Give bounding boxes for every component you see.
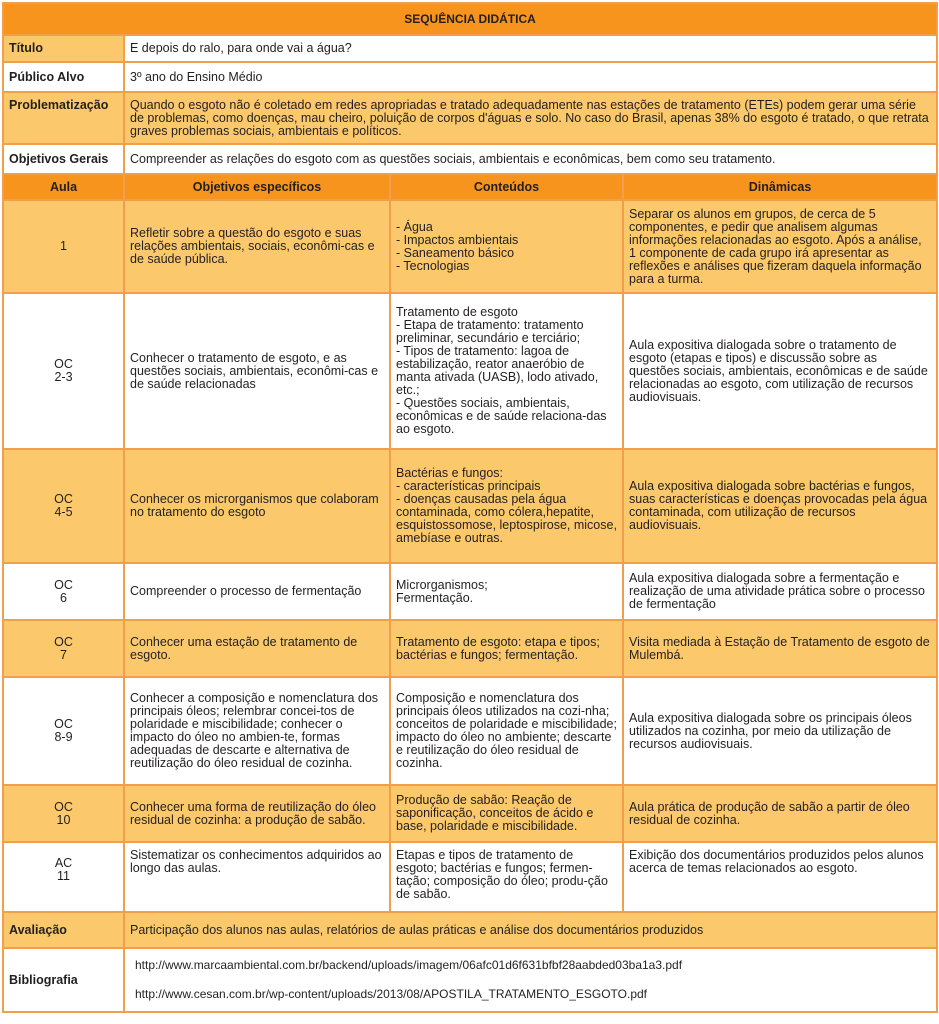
value-objetivos-gerais: Compreender as relações do esgoto com as questões sociais, ambientais e econômicas, bem como seu tratamento.: [124, 144, 937, 174]
value-titulo: E depois do ralo, para onde vai a água?: [124, 35, 937, 62]
table-row: [3, 677, 937, 785]
dinamicas-cell: Separar os alunos em grupos, de cerca de 5 componentes, e pedir que analisem algumas informações relacionadas ao esgoto. Após a análise, 1 componente de cada grupo irá apresentar as reflexões e análises que fizeram daquela informação para a turma.: [623, 200, 937, 293]
info-row-titulo: [3, 35, 937, 62]
aula-cell: OC 4-5: [3, 449, 124, 563]
table-row: [3, 620, 937, 677]
value-publico-alvo: 3º ano do Ensino Médio: [124, 62, 937, 92]
dinamicas-cell: Exibição dos documentários produzidos pelos alunos acerca de temas relacionados ao esgoto.: [623, 842, 937, 912]
col-conteudos: Conteúdos: [390, 174, 623, 200]
table-header: SEQUÊNCIA DIDÁTICA: [3, 3, 937, 35]
dinamicas-cell: Aula prática de produção de sabão a partir de óleo residual de cozinha.: [623, 785, 937, 842]
bibliografia-link[interactable]: http://www.marcaambiental.com.br/backend/uploads/imagem/06afc01d6f631bfbf28aabded03ba1a3.pdf: [135, 958, 683, 972]
dinamicas-cell: Aula expositiva dialogada sobre a fermentação e realização de uma atividade prática sobre o processo de fermentação: [623, 563, 937, 620]
conteudos-cell: Microrganismos; Fermentação.: [390, 563, 623, 620]
info-row-objetivos: [3, 144, 937, 174]
objetivos-cell: Refletir sobre a questão do esgoto e suas relações ambientais, sociais, econômi-cas e de saúde pública.: [124, 200, 390, 293]
conteudos-cell: Tratamento de esgoto: etapa e tipos; bactérias e fungos; fermentação.: [390, 620, 623, 677]
table-row: [3, 293, 937, 449]
objetivos-cell: Conhecer uma estação de tratamento de esgoto.: [124, 620, 390, 677]
info-row-problematizacao: [3, 92, 937, 144]
conteudos-cell: Composição e nomenclatura dos principais óleos utilizados na cozi-nha; conceitos de polaridade e miscibilidade; impacto do óleo no ambiente; descarte e reutilização do óleo residual de cozinha.: [390, 677, 623, 785]
conteudos-cell: Produção de sabão: Reação de saponificação, conceitos de ácido e base, polaridade e miscibilidade.: [390, 785, 623, 842]
value-problematizacao: Quando o esgoto não é coletado em redes apropriadas e tratado adequadamente nas estações de tratamento (ETEs) podem gerar uma série de problemas, como doenças, mau cheiro, poluição de corpos d'águas e solo. No caso do Brasil, apenas 38% do esgoto é tratado, o que retrata graves problemas sociais, ambientais e políticos.: [124, 92, 937, 144]
aula-cell: OC 7: [3, 620, 124, 677]
col-dinamicas: Dinâmicas: [623, 174, 937, 200]
label-publico-alvo: Público Alvo: [3, 62, 124, 92]
objetivos-cell: Conhecer o tratamento de esgoto, e as questões sociais, ambientais, econômi-cas e de saúde relacionadas: [124, 293, 390, 449]
label-problematizacao: Problematização: [3, 92, 124, 144]
dinamicas-cell: Visita mediada à Estação de Tratamento de esgoto de Mulembá.: [623, 620, 937, 677]
objetivos-cell: Conhecer a composição e nomenclatura dos principais óleos; relembrar concei-tos de polaridade e miscibilidade; conhecer o impacto do óleo no ambien-te, formas adequadas de descarte e alternativa de reutilização do óleo residual de cozinha.: [124, 677, 390, 785]
table-row: [3, 449, 937, 563]
conteudos-cell: - Água - Impactos ambientais - Saneamento básico - Tecnologias: [390, 200, 623, 293]
sequencia-didatica: [2, 2, 936, 1013]
objetivos-cell: Conhecer uma forma de reutilização do óleo residual de cozinha: a produção de sabão.: [124, 785, 390, 842]
aula-cell: 1: [3, 200, 124, 293]
bibliografia-row: [3, 948, 937, 1012]
dinamicas-cell: Aula expositiva dialogada sobre bactérias e fungos, suas características e doenças provocadas pela água contaminada, com utilização de recursos audiovisuais.: [623, 449, 937, 563]
table-row: [3, 785, 937, 842]
objetivos-cell: Sistematizar os conhecimentos adquiridos ao longo das aulas.: [124, 842, 390, 912]
objetivos-cell: Compreender o processo de fermentação: [124, 563, 390, 620]
bibliografia-links: [124, 948, 937, 1012]
bibliografia-link[interactable]: http://www.cesan.com.br/wp-content/uploads/2013/08/APOSTILA_TRATAMENTO_ESGOTO.pdf: [135, 987, 648, 1001]
col-objetivos: Objetivos específicos: [124, 174, 390, 200]
aula-cell: OC 2-3: [3, 293, 124, 449]
aula-cell: OC 10: [3, 785, 124, 842]
aula-cell: AC 11: [3, 842, 124, 912]
aula-cell: OC 8-9: [3, 677, 124, 785]
col-aula: Aula: [3, 174, 124, 200]
header-row: [3, 3, 937, 35]
aula-cell: OC 6: [3, 563, 124, 620]
table-row: [3, 200, 937, 293]
info-row-publico: [3, 62, 937, 92]
value-avaliacao: Participação dos alunos nas aulas, relatórios de aulas práticas e análise dos documentários produzidos: [124, 912, 937, 948]
conteudos-cell: Etapas e tipos de tratamento de esgoto; bactérias e fungos; fermen-tação; composição do óleo; produ-ção de sabão.: [390, 842, 623, 912]
table-row: [3, 842, 937, 912]
column-header-row: [3, 174, 937, 200]
label-titulo: Título: [3, 35, 124, 62]
label-objetivos-gerais: Objetivos Gerais: [3, 144, 124, 174]
conteudos-cell: Bactérias e fungos: - características principais - doenças causadas pela água contaminada, como cólera,hepatite, esquistossomose, leptospirose, micose, amebíase e outras.: [390, 449, 623, 563]
label-avaliacao: Avaliação: [3, 912, 124, 948]
dinamicas-cell: Aula expositiva dialogada sobre o tratamento de esgoto (etapas e tipos) e discussão sobre as questões sociais, ambientais, econômicas e de saúde relacionadas ao esgoto, com utilização de recursos audiovisuais.: [623, 293, 937, 449]
objetivos-cell: Conhecer os microrganismos que colaboram no tratamento do esgoto: [124, 449, 390, 563]
avaliacao-row: [3, 912, 937, 948]
table-row: [3, 563, 937, 620]
dinamicas-cell: Aula expositiva dialogada sobre os principais óleos utilizados na cozinha, por meio da utilização de recursos audiovisuais.: [623, 677, 937, 785]
sequence-table: [2, 2, 938, 1013]
label-bibliografia: Bibliografia: [3, 948, 124, 1012]
conteudos-cell: Tratamento de esgoto - Etapa de tratamento: tratamento preliminar, secundário e terciário; - Tipos de tratamento: lagoa de estabilização, reator anaeróbio de manta ativada (UASB), lodo ativado, etc.; - Questões sociais, ambientais, econômicas e de saúde relaciona-das ao esgoto.: [390, 293, 623, 449]
